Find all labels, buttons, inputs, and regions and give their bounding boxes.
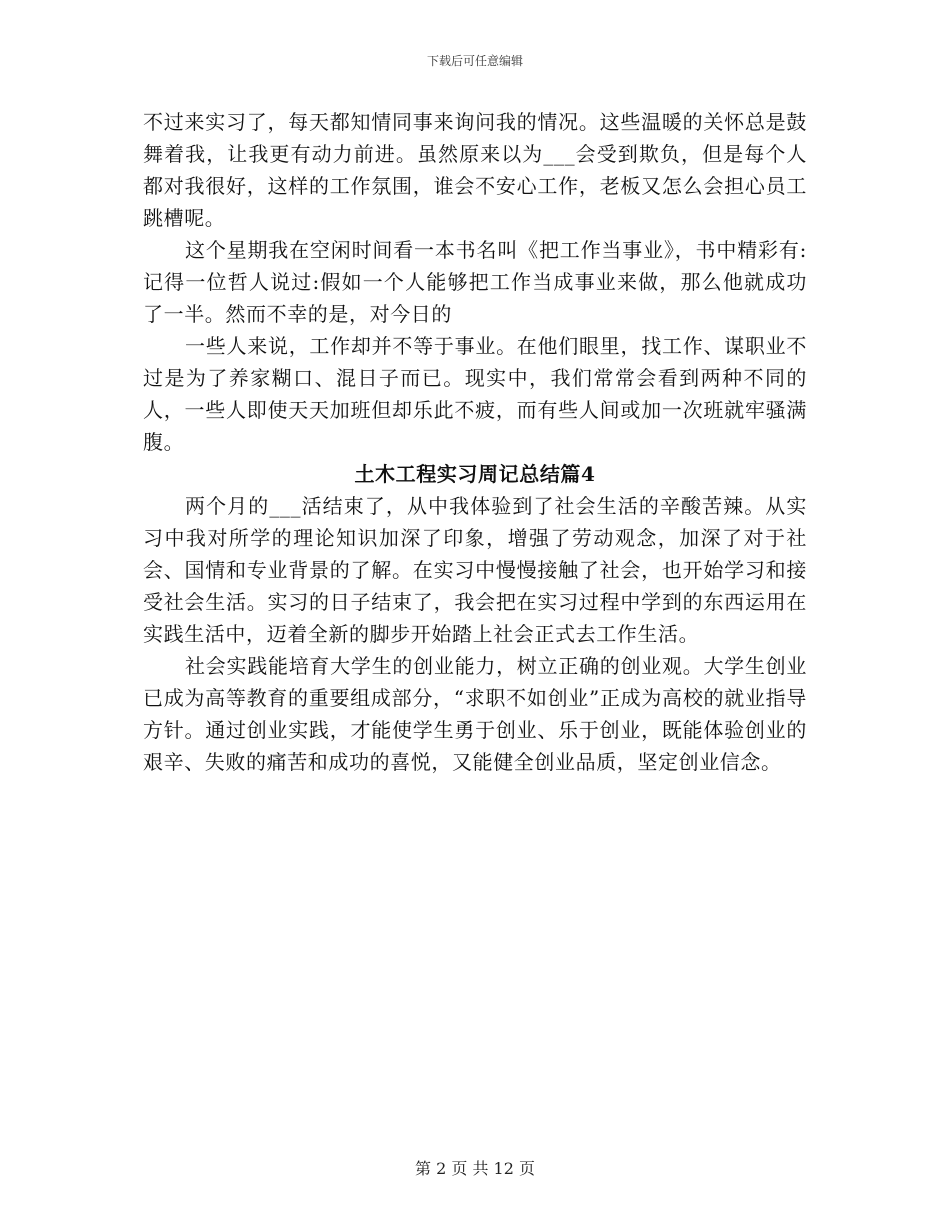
page-footer-number: 第 2 页 共 12 页 (415, 1159, 535, 1178)
paragraph-work-vs-career: 一些人来说，工作却并不等于事业。在他们眼里，找工作、谋职业不过是为了养家糊口、混日子而已。现实中，我们常常会看到两种不同的人，一些人即使天天加班但却乐此不疲，而有些人间或加一次班就牢骚满腹。 (143, 334, 807, 454)
paragraph-entrepreneurship: 社会实践能培育大学生的创业能力，树立正确的创业观。大学生创业已成为高等教育的重要组成部分，“求职不如创业”正成为高校的就业指导方针。通过创业实践，才能使学生勇于创业、乐于创业，既能体验创业的艰辛、失败的痛苦和成功的喜悦，又能健全创业品质，坚定创业信念。 (143, 654, 807, 774)
document-body (143, 106, 807, 778)
paragraph-continuation: 不过来实习了，每天都知情同事来询问我的情况。这些温暖的关怀总是鼓舞着我，让我更有动力前进。虽然原来以为___会受到欺负，但是每个人都对我很好，这样的工作氛围，谁会不安心工作，老板又怎么会担心员工跳槽呢。 (143, 110, 807, 230)
section-title: 土木工程实习周记总结篇4 (354, 462, 596, 486)
paragraph-internship-summary: 两个月的___活结束了，从中我体验到了社会生活的辛酸苦辣。从实习中我对所学的理论知识加深了印象，增强了劳动观念，加深了对于社会、国情和专业背景的了解。在实习中慢慢接触了社会，也开始学习和接受社会生活。实习的日子结束了，我会把在实习过程中学到的东西运用在实践生活中，迈着全新的脚步开始踏上社会正式去工作生活。 (143, 494, 807, 646)
paragraph-book-intro: 这个星期我在空闲时间看一本书名叫《把工作当事业》，书中精彩有:记得一位哲人说过:假如一个人能够把工作当成事业来做，那么他就成功了一半。然而不幸的是，对今日的 (143, 238, 807, 326)
page-header-note: 下载后可任意编辑 (426, 54, 523, 68)
